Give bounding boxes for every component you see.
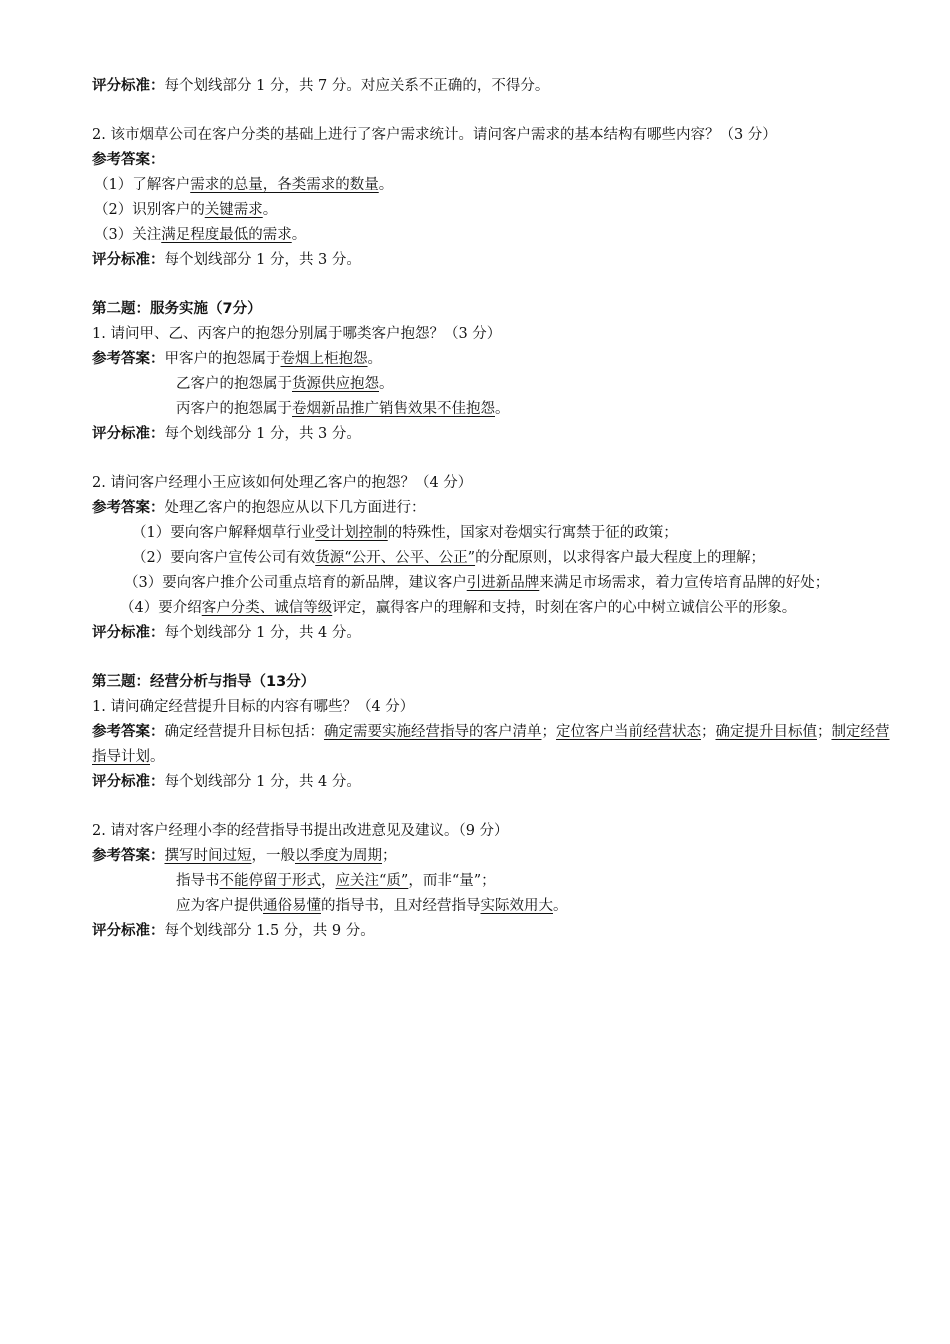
answer-line: 参考答案：撰写时间过短，一般以季度为周期； <box>92 848 397 864</box>
document-page <box>92 74 892 944</box>
answer-label: 参考答案： <box>92 152 165 168</box>
answer-point: （2）要向客户宣传公司有效货源“公开、公平、公正”的分配原则，以求得客户最大程度上的理解； <box>132 550 766 566</box>
answer-line: 指导书不能停留于形式，应关注“质”，而非“量”； <box>176 873 496 889</box>
section-title: 第三题：经营分析与指导（13分） <box>92 674 316 690</box>
answer-line: 乙客户的抱怨属于货源供应抱怨。 <box>176 376 394 392</box>
score-line: 评分标准：每个划线部分 1.5 分，共 9 分。 <box>92 923 375 939</box>
answer-line: 应为客户提供通俗易懂的指导书，且对经营指导实际效用大。 <box>176 898 568 914</box>
answer-line: 参考答案：确定经营提升目标包括：确定需要实施经营指导的客户清单；定位客户当前经营状态；确定提升目标值；制定经营指导计划。 <box>92 724 890 765</box>
score-line: 评分标准：每个划线部分 1 分，共 3 分。 <box>92 426 361 442</box>
answer-line: 丙客户的抱怨属于卷烟新品推广销售效果不佳抱怨。 <box>176 401 510 417</box>
answer-point: （1）要向客户解释烟草行业受计划控制的特殊性，国家对卷烟实行寓禁于征的政策； <box>132 525 678 541</box>
answer-line: 参考答案：处理乙客户的抱怨应从以下几方面进行： <box>92 500 426 516</box>
score-line: 评分标准：每个划线部分 1 分，共 3 分。 <box>92 252 361 268</box>
score-line: 评分标准：每个划线部分 1 分，共 4 分。 <box>92 774 361 790</box>
answer-point: （4）要介绍客户分类、诚信等级评定，赢得客户的理解和支持，时刻在客户的心中树立诚信公平的形象。 <box>120 600 797 616</box>
answer-item: （2）识别客户的关键需求。 <box>94 202 278 218</box>
question-2: 2. 该市烟草公司在客户分类的基础上进行了客户需求统计。请问客户需求的基本结构有哪些内容？（3 分） <box>92 127 777 143</box>
question-2: 2. 请对客户经理小李的经营指导书提出改进意见及建议。（9 分） <box>92 823 509 839</box>
score-line: 评分标准：每个划线部分 1 分，共 4 分。 <box>92 625 361 641</box>
question-2: 2. 请问客户经理小王应该如何处理乙客户的抱怨？（4 分） <box>92 475 473 491</box>
answer-line: 参考答案：甲客户的抱怨属于卷烟上柜抱怨。 <box>92 351 382 367</box>
score-line <box>92 74 892 99</box>
answer-item: （3）关注满足程度最低的需求。 <box>94 227 307 243</box>
section-title: 第二题：服务实施（7分） <box>92 301 262 317</box>
question-1: 1. 请问确定经营提升目标的内容有哪些？（4 分） <box>92 699 415 715</box>
answer-item: （1）了解客户需求的总量，各类需求的数量。 <box>94 177 394 193</box>
score-text: 每个划线部分 1 分，共 7 分。对应关系不正确的，不得分。 <box>164 78 550 94</box>
answer-point: （3）要向客户推介公司重点培育的新品牌，建议客户引进新品牌来满足市场需求，着力宣传培育品牌的好处； <box>124 575 830 591</box>
score-label: 评分标准： <box>92 78 165 94</box>
question-1: 1. 请问甲、乙、丙客户的抱怨分别属于哪类客户抱怨？（3 分） <box>92 326 502 342</box>
